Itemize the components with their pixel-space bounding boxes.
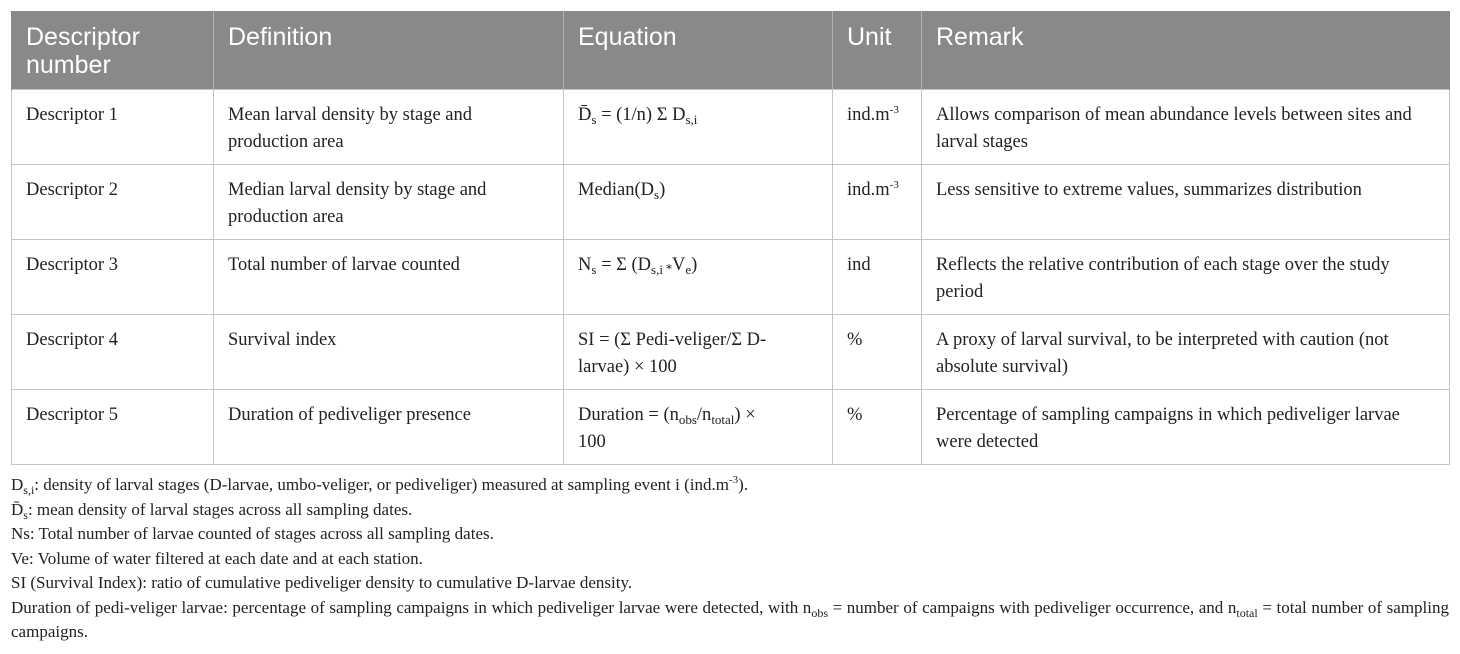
cell-remark: Allows comparison of mean abundance levels between sites and larval stages (922, 90, 1450, 165)
footnote-ns: Ns: Total number of larvae counted of stages across all sampling dates. (11, 524, 494, 543)
eq-text: Duration = (n (578, 405, 679, 425)
cell-definition: Survival index (214, 315, 564, 390)
note-text: : mean density of larval stages across all sampling dates. (27, 499, 413, 519)
cell-definition: Mean larval density by stage and production area (214, 90, 564, 165)
cell-unit (833, 90, 922, 165)
eq-operator: ⁎ (662, 258, 672, 272)
cell-descriptor-number: Descriptor 2 (12, 165, 214, 240)
unit-text: ind.m (847, 105, 890, 125)
eq-text: 100 (578, 432, 606, 452)
eq-sub: s,i (685, 112, 698, 127)
cell-descriptor-number: Descriptor 1 (12, 90, 214, 165)
cell-descriptor-number: Descriptor 4 (12, 315, 214, 390)
cell-equation (564, 240, 833, 315)
eq-text: SI = (Σ Pedi-veliger/Σ D- (578, 330, 767, 350)
note-sub: s,i (23, 483, 35, 497)
header-unit: Unit (833, 11, 922, 90)
header-descriptor-number: Descriptor number (12, 11, 214, 90)
cell-definition: Median larval density by stage and production area (214, 165, 564, 240)
eq-sub: total (711, 412, 735, 427)
eq-sub: s (591, 262, 597, 277)
table-row (12, 240, 1450, 315)
eq-text: = Σ (D (596, 255, 652, 275)
table-row (12, 90, 1450, 165)
eq-sub: obs (678, 412, 697, 427)
cell-remark: Percentage of sampling campaigns in which pediveliger larvae were detected (922, 390, 1450, 465)
cell-unit (833, 165, 922, 240)
cell-remark: A proxy of larval survival, to be interpreted with caution (not absolute survival) (922, 315, 1450, 390)
eq-text: V (671, 255, 686, 275)
cell-equation (564, 165, 833, 240)
footnote-mean-density (11, 498, 1449, 523)
footnote-dsi (11, 473, 1449, 498)
eq-text: ) (691, 255, 698, 275)
unit-sup: -3 (889, 104, 899, 116)
document-page (11, 11, 1449, 645)
eq-text: = (1/n) Σ D (596, 105, 686, 125)
eq-sub: s (591, 112, 597, 127)
note-sup: -3 (728, 474, 739, 486)
table-row (12, 165, 1450, 240)
unit-text: ind.m (847, 180, 890, 200)
cell-equation (564, 390, 833, 465)
cell-unit: % (833, 390, 922, 465)
note-text: Duration of pedi-veliger larvae: percentage of sampling campaigns in which pediveliger larvae were detected, with n (11, 597, 812, 617)
eq-sub: s,i (651, 262, 663, 277)
header-definition: Definition (214, 11, 564, 90)
table-header-row (12, 11, 1450, 90)
table-row (12, 315, 1450, 390)
footnote-si: SI (Survival Index): ratio of cumulative pediveliger density to cumulative D-larvae density. (11, 573, 633, 592)
note-text: D̄ (11, 499, 24, 519)
cell-unit: ind (833, 240, 922, 315)
header-remark: Remark (922, 11, 1450, 90)
cell-remark: Reflects the relative contribution of each stage over the study period (922, 240, 1450, 315)
cell-equation (564, 90, 833, 165)
cell-unit: % (833, 315, 922, 390)
cell-equation (564, 315, 833, 390)
unit-sup: -3 (889, 179, 899, 191)
table-footnotes (11, 473, 1449, 645)
header-equation: Equation (564, 11, 833, 90)
eq-text: Median(D (578, 180, 655, 200)
note-sub: s (23, 507, 28, 522)
eq-text: D̄ (578, 105, 592, 125)
cell-descriptor-number: Descriptor 3 (12, 240, 214, 315)
eq-text: larvae) × 100 (578, 357, 677, 377)
table-row (12, 390, 1450, 465)
eq-text: ) (659, 180, 666, 200)
footnote-duration (11, 596, 1449, 645)
note-sub: total (1236, 605, 1258, 620)
descriptor-table (11, 11, 1450, 465)
note-sub: obs (811, 605, 828, 620)
eq-sub: s (654, 187, 660, 202)
footnote-ve: Ve: Volume of water filtered at each date and at each station. (11, 548, 423, 568)
note-text: D (11, 475, 24, 494)
eq-text: /n (696, 405, 712, 425)
note-text: = number of campaigns with pediveliger occurrence, and n (827, 597, 1237, 617)
eq-text: N (578, 255, 592, 275)
eq-text: ) × (734, 405, 756, 425)
eq-sub: e (685, 262, 692, 277)
cell-descriptor-number: Descriptor 5 (12, 390, 214, 465)
cell-remark: Less sensitive to extreme values, summarizes distribution (922, 165, 1450, 240)
note-text: ). (738, 475, 749, 494)
cell-definition: Duration of pediveliger presence (214, 390, 564, 465)
note-text: = total number of sampling campaigns. (11, 597, 1449, 641)
cell-definition: Total number of larvae counted (214, 240, 564, 315)
note-text: : density of larval stages (D-larvae, umbo-veliger, or pediveliger) measured at sampling event i (ind.m (34, 475, 729, 494)
